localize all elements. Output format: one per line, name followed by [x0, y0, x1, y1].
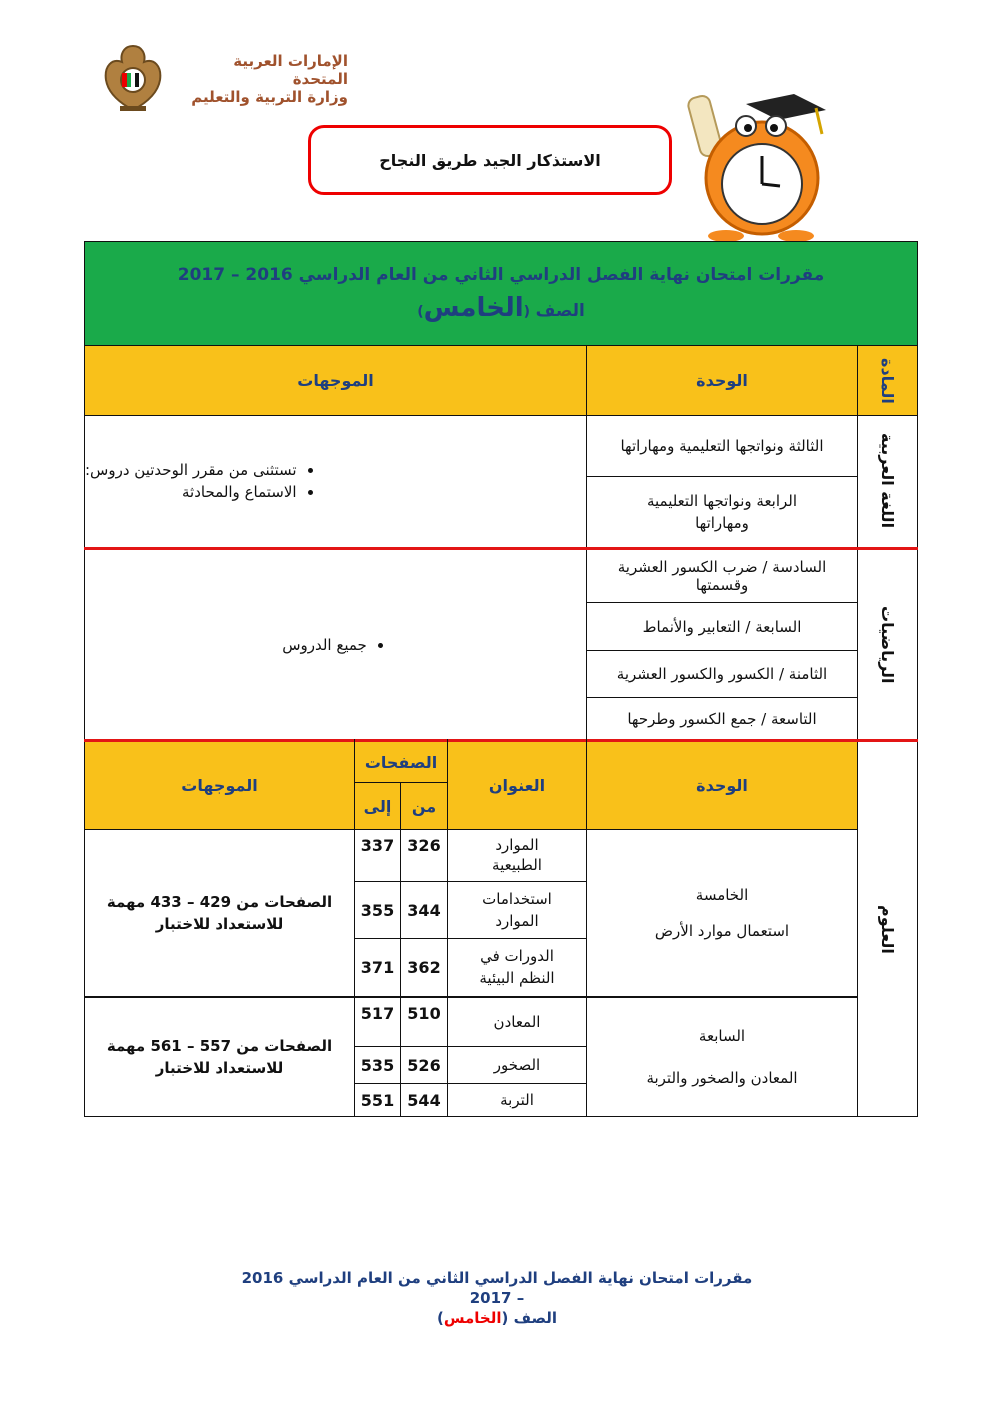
sci-row-1-to-value: 337: [360, 835, 395, 855]
sci-row-4-to: [355, 998, 400, 1028]
sci-row-2-from-value: 344: [407, 900, 441, 920]
sci-group-2-unit-name: المعادن والصخور والتربة: [646, 1069, 798, 1087]
sci-group-1-unit-name: استعمال موارد الأرض: [654, 921, 790, 940]
sci-row-4-to-value: 517: [360, 1003, 395, 1023]
sci-row-2-title-text: استخدامات الموارد: [482, 890, 552, 930]
grade-name: الخامس: [423, 292, 524, 323]
grade-open-paren: (: [523, 303, 531, 320]
to-header-label: إلى: [363, 796, 392, 816]
arabic-guideline-2: • الاستماع والمحادثة: [85, 481, 297, 503]
sci-row-2-to: [355, 882, 400, 938]
arabic-subject-label: اللغة العربية: [878, 433, 897, 529]
grade-prefix: الصف: [535, 300, 585, 321]
sci-row-6-title-text: التربة: [500, 1091, 534, 1109]
sci-row-1-from: [401, 830, 447, 860]
subject-header-label: المادة: [878, 357, 897, 404]
to-header: [355, 783, 400, 829]
footer-grade-open: (: [501, 1309, 509, 1327]
unit-header-label: الوحدة: [696, 371, 748, 390]
sci-row-1-to: [355, 830, 400, 860]
arabic-subject-cell: [858, 416, 917, 546]
arabic-unit-2: [587, 477, 857, 547]
footer-grade: [240, 1308, 754, 1328]
science-subject-cell: [858, 742, 917, 1116]
unit-header: [587, 346, 857, 415]
arabic-unit-1: [587, 416, 857, 476]
sci-row-6-from-value: 544: [407, 1090, 441, 1110]
sci-row-6-from: [401, 1084, 447, 1116]
ministry-line-2: وزارة التربية والتعليم: [191, 88, 348, 106]
math-unit-1-text: السادسة / ضرب الكسور العشرية وقسمتها: [617, 558, 827, 594]
sci-row-2-from: [401, 882, 447, 938]
sci-row-5-to-value: 535: [360, 1055, 395, 1075]
math-unit-4-text: التاسعة / جمع الكسور وطرحها: [627, 710, 817, 728]
sci-row-4-title-text: المعادن: [493, 1013, 541, 1031]
math-unit-2: [587, 603, 857, 650]
math-guideline-1: • جميع الدروس: [282, 634, 367, 656]
sci-row-6-title: [448, 1084, 586, 1116]
math-unit-4: [587, 698, 857, 740]
sci-group-2-guideline: [85, 998, 354, 1116]
sci-row-3-title: [448, 939, 586, 995]
sci-row-6-to-value: 551: [360, 1090, 395, 1110]
footer-grade-prefix: الصف: [513, 1309, 558, 1327]
subject-header: [858, 346, 917, 415]
pages-header-label: الصفحات: [364, 752, 438, 772]
arabic-guideline-1: • تستثنى من مقرر الوحدتين دروس:: [85, 459, 297, 481]
from-header-label: من: [411, 796, 437, 816]
exam-syllabus-table: [84, 241, 918, 1117]
motto-box: [308, 125, 672, 195]
sci-row-4-title: [448, 998, 586, 1046]
arabic-unit-1-text: الثالثة ونواتجها التعليمية ومهاراتها: [620, 437, 824, 455]
footer-grade-name: الخامس: [443, 1309, 502, 1327]
sci-row-1-from-value: 326: [407, 835, 441, 855]
sci-row-5-title: [448, 1047, 586, 1083]
arabic-guidelines: [85, 416, 586, 546]
math-unit-3-text: الثامنة / الكسور والكسور العشرية: [616, 665, 828, 683]
guidelines-header: [85, 346, 586, 415]
sci-guidelines-header-label: الموجهات: [181, 776, 258, 795]
sci-unit-header-label: الوحدة: [696, 776, 748, 795]
ministry-line-1: الإمارات العربية المتحدة: [233, 52, 348, 88]
grade-close-paren: ): [417, 303, 424, 320]
ministry-name: [178, 52, 348, 106]
guidelines-header-label: الموجهات: [297, 371, 374, 390]
sci-row-3-to: [355, 939, 400, 995]
sci-row-5-from: [401, 1047, 447, 1083]
math-guidelines: [85, 550, 586, 740]
sci-group-2-unit-number: السابعة: [698, 1027, 746, 1045]
sci-row-1-title-text: الموارد الطبيعية: [492, 836, 542, 874]
sci-group-1-unit: [587, 830, 857, 995]
sci-unit-header: [587, 742, 857, 829]
sci-row-3-to-value: 371: [360, 957, 395, 977]
math-subject-cell: [858, 550, 917, 740]
sci-row-4-from: [401, 998, 447, 1028]
sci-row-5-to: [355, 1047, 400, 1083]
title-header-label: العنوان: [488, 776, 546, 795]
sci-row-1-title: [448, 830, 586, 880]
math-unit-1: [587, 550, 857, 602]
title-header: [448, 742, 586, 829]
uae-emblem-logo: [100, 40, 166, 116]
sci-row-5-title-text: الصخور: [493, 1056, 541, 1074]
sci-row-2-to-value: 355: [360, 900, 395, 920]
sci-group-1-guideline: [85, 830, 354, 995]
sci-row-3-title-text: الدورات في النظم البيئية: [479, 947, 555, 987]
sci-group-2-unit: [587, 998, 857, 1116]
title-line-1: مقررات امتحان نهاية الفصل الدراسي الثاني من العام الدراسي 2016 – 2017: [177, 264, 825, 285]
sci-row-4-from-value: 510: [407, 1003, 441, 1023]
sci-guidelines-header: [85, 742, 354, 829]
pages-header: [355, 742, 447, 782]
from-header: [401, 783, 447, 829]
math-subject-label: الرياضيات: [878, 606, 897, 684]
sci-row-3-from: [401, 939, 447, 995]
footer-line-1: مقررات امتحان نهاية الفصل الدراسي الثاني من العام الدراسي 2016 – 2017: [241, 1269, 753, 1307]
sci-row-2-title: [448, 882, 586, 938]
sci-group-1-unit-number: الخامسة: [695, 885, 749, 904]
sci-row-3-from-value: 362: [407, 957, 441, 977]
sci-row-6-to: [355, 1084, 400, 1116]
sci-row-5-from-value: 526: [407, 1055, 441, 1075]
page-footer: [240, 1268, 754, 1328]
math-unit-3: [587, 651, 857, 697]
clock-mascot-icon: [676, 86, 850, 244]
motto-text: الاستذكار الجيد طريق النجاح: [379, 150, 601, 170]
sci-group-1-guideline-text: الصفحات من 429 – 433 مهمة للاستعداد للاختبار: [106, 892, 333, 933]
footer-grade-close: ): [436, 1309, 444, 1327]
sci-group-2-guideline-text: الصفحات من 557 – 561 مهمة للاستعداد للاختبار: [106, 1037, 333, 1077]
science-subject-label: العلوم: [878, 904, 897, 954]
title-banner: [85, 242, 917, 345]
arabic-unit-2-text: الرابعة ونواتجها التعليمية ومهاراتها: [646, 492, 798, 532]
grade-title: [417, 293, 585, 323]
math-unit-2-text: السابعة / التعابير والأنماط: [642, 617, 802, 636]
